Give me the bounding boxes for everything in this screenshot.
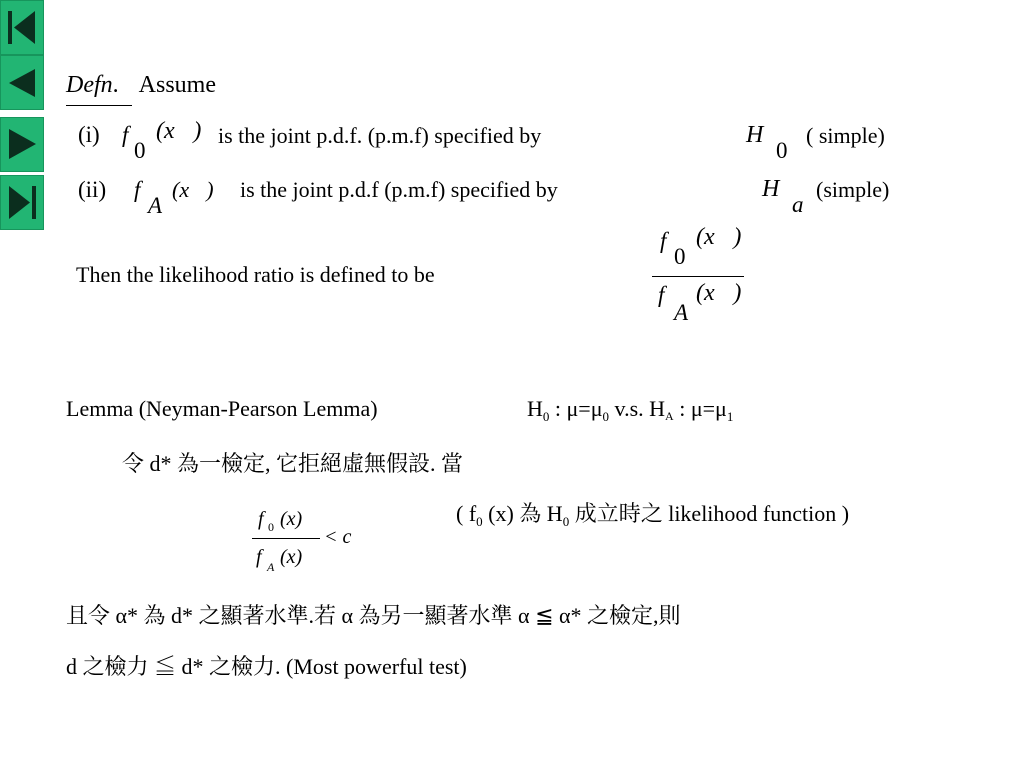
definition-line-i [78, 118, 958, 170]
assume-text: Assume [138, 72, 216, 98]
last-slide-button[interactable] [0, 175, 44, 230]
vs-text: v.s. H [609, 396, 666, 421]
lemma-line-1: 令 d* 為一檢定, 它拒絕虛無假設. 當 [122, 451, 464, 476]
h0-sub: 0 [542, 409, 550, 424]
ratio-den-arg: (x⃗) [696, 280, 742, 306]
small-fraction-bar [252, 538, 320, 539]
ratio-den-sub: A [674, 300, 689, 325]
hyp0-text: : μ=μ [549, 396, 603, 421]
note-tail: 成立時之 likelihood function ) [569, 501, 850, 526]
small-num-arg: (x) [280, 508, 303, 530]
defn-period: . [112, 72, 119, 98]
ha-sub: A [665, 409, 674, 423]
line-ii-text: is the joint p.d.f (p.m.f) specified by [240, 177, 558, 202]
definition-line-ii [78, 172, 958, 224]
lemma-line-2: 且令 α* 為 d* 之顯著水準.若 α 為另一顯著水準 α ≦ α* 之檢定,則 [66, 603, 681, 628]
fa-symbol: f [134, 177, 141, 202]
small-den-arg: (x) [280, 546, 303, 568]
ha-symbol: H [762, 176, 780, 202]
ratio-fraction-bar [652, 276, 744, 277]
likelihood-note [456, 497, 849, 528]
skip-forward-icon [1, 176, 43, 229]
less-than-c: < c [324, 526, 352, 548]
note-sub2: 0 [562, 514, 570, 529]
test-statistic-fraction [250, 506, 380, 580]
first-slide-button[interactable] [0, 0, 44, 55]
x-vector-arg: (x⃗) [156, 118, 202, 144]
fa-subscript: A [148, 193, 163, 218]
ratio-num-sub: 0 [674, 244, 686, 269]
hyp1-text: : μ=μ [673, 396, 727, 421]
f0-symbol: f [122, 122, 129, 147]
lemma-title: Lemma (Neyman-Pearson Lemma) [66, 396, 378, 421]
line-i-text: is the joint p.d.f. (p.m.f) specified by [218, 123, 542, 148]
line-ii-tail: (simple) [816, 177, 890, 202]
item-i-label: (i) [78, 122, 100, 147]
mu1-sub: 1 [726, 409, 734, 424]
lemma-line-3: d 之檢力 ≦ d* 之檢力. (Most powerful test) [66, 654, 467, 679]
play-forward-icon [1, 118, 43, 171]
item-ii-label: (ii) [78, 177, 107, 202]
h0-subscript: 0 [776, 138, 788, 163]
h0-symbol: H [746, 122, 764, 148]
ratio-num-f: f [660, 228, 667, 253]
defn-underline [66, 105, 132, 106]
defn-label: Defn [66, 72, 113, 98]
small-den-sub: A [267, 560, 275, 574]
mu0-sub: 0 [602, 409, 609, 424]
f0-subscript: 0 [134, 138, 146, 163]
definition-heading [66, 72, 216, 99]
skip-back-icon [1, 1, 43, 54]
ratio-num-arg: (x⃗) [696, 224, 742, 250]
ratio-den-f: f [658, 282, 665, 307]
note-sub: 0 [476, 514, 483, 529]
small-den-f: f [256, 546, 262, 568]
previous-slide-button[interactable] [0, 55, 44, 110]
play-back-icon [1, 56, 43, 109]
note-open: ( f [456, 501, 477, 526]
line-i-tail: ( simple) [806, 123, 885, 148]
x-vector-arg-ii: (x⃗) [172, 177, 214, 202]
likelihood-ratio-text: Then the likelihood ratio is defined to be [76, 262, 435, 287]
h0-letter: H [527, 396, 543, 421]
small-num-sub: 0 [268, 520, 274, 534]
next-slide-button[interactable] [0, 117, 44, 172]
small-num-f: f [258, 508, 264, 530]
ha-subscript: a [792, 192, 804, 217]
lemma-hypotheses [527, 396, 733, 422]
likelihood-ratio-fraction [650, 224, 760, 334]
note-mid: (x) 為 H [482, 501, 563, 526]
